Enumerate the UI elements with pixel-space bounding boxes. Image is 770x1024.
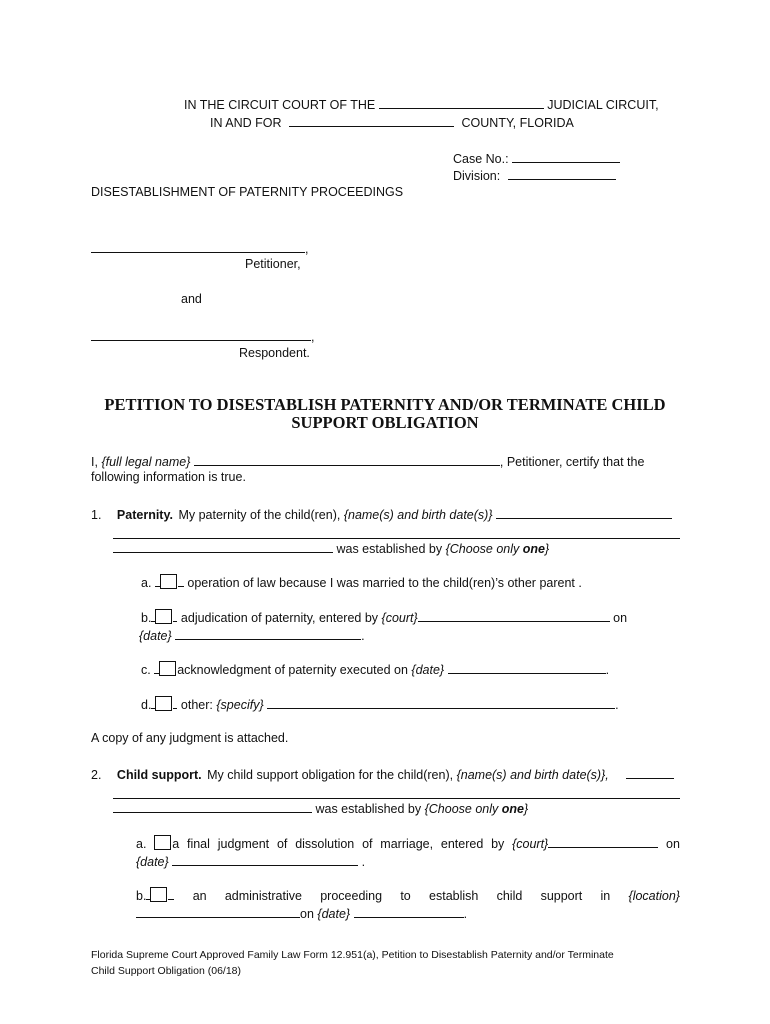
s2-option-b-location-blank[interactable] <box>136 905 300 918</box>
s2-a-word-5: dissolution <box>295 837 355 851</box>
form-footer <box>91 947 691 979</box>
division-label: Division: <box>453 169 501 183</box>
case-no-blank[interactable] <box>512 150 620 163</box>
title-line-1: PETITION TO DISESTABLISH PATERNITY AND/OR TERMINATE CHILD <box>104 395 666 414</box>
section-1-option-d <box>141 696 619 712</box>
section-1-close: } <box>544 542 550 556</box>
s2-option-a-date-blank[interactable] <box>172 853 358 866</box>
option-d-label: d. <box>141 698 152 712</box>
s2-a-word-2: final <box>186 837 210 851</box>
s2-b-word-8: in <box>600 889 611 903</box>
section-1-option-b-line-2 <box>139 627 365 643</box>
section-1-line-1 <box>91 506 672 522</box>
footer-line-2: Child Support Obligation (06/18) <box>91 965 242 977</box>
section-2-number: 2. <box>91 768 102 782</box>
petitioner-blank[interactable] <box>91 240 305 253</box>
option-c-date-blank[interactable] <box>448 661 606 674</box>
respondent-line <box>91 328 314 344</box>
section-2-text: My child support obligation for the child(ren), <box>207 768 454 782</box>
section-1-names-blank[interactable] <box>496 506 672 519</box>
intro-i: I, <box>91 455 98 469</box>
option-d-specify-blank[interactable] <box>267 696 615 709</box>
division-blank[interactable] <box>508 167 616 180</box>
petitioner-line <box>91 240 308 256</box>
judgment-attached: A copy of any judgment is attached. <box>91 731 289 745</box>
option-a-underline-2 <box>178 574 184 587</box>
option-b-court-hint: {court} <box>381 611 418 625</box>
s2-b-word-4: to <box>400 889 411 903</box>
s2-option-a-label: a. <box>136 837 147 851</box>
section-2-option-b-line-2 <box>136 905 467 921</box>
petitioner-label: Petitioner, <box>245 257 301 271</box>
s2-option-a-court-blank[interactable] <box>548 835 658 848</box>
title-line-2: SUPPORT OBLIGATION <box>291 413 479 432</box>
section-1-text: My paternity of the child(ren), <box>178 508 341 522</box>
court-line-1-post: JUDICIAL CIRCUIT, <box>547 98 659 112</box>
section-1-names-hint: {name(s) and birth date(s)} <box>343 508 493 522</box>
option-b-court-blank[interactable] <box>418 609 610 622</box>
petition-title <box>60 396 710 432</box>
s2-b-word-2: administrative <box>224 889 302 903</box>
s2-option-b-on: on <box>300 907 314 921</box>
section-2-line-1 <box>91 766 674 782</box>
option-d-underline-2 <box>173 696 177 709</box>
full-name-hint: {full legal name} <box>101 455 191 469</box>
intro-line-2: following information is true. <box>91 470 246 484</box>
option-b-checkbox[interactable] <box>155 609 172 624</box>
s2-a-word-3: judgment <box>217 837 270 851</box>
court-line-2-post: COUNTY, FLORIDA <box>461 116 574 130</box>
intro-certify: , Petitioner, certify that the <box>499 455 645 469</box>
section-1-one: one <box>522 542 545 556</box>
s2-option-b-date-hint: {date} <box>317 907 351 921</box>
section-1-option-c <box>141 661 609 677</box>
s2-b-word-7: support <box>540 889 583 903</box>
s2-option-b-underline-2 <box>168 887 174 900</box>
s2-option-a-checkbox[interactable] <box>154 835 171 850</box>
option-b-underline-2 <box>173 609 177 622</box>
option-b-date-hint: {date} <box>139 629 172 643</box>
court-line-1-pre: IN THE CIRCUIT COURT OF THE <box>184 98 376 112</box>
option-d-specify-hint: {specify} <box>216 698 264 712</box>
option-d-checkbox[interactable] <box>155 696 172 711</box>
option-b-date-blank[interactable] <box>175 627 361 640</box>
footer-line-1: Florida Supreme Court Approved Family Law Form 12.951(a), Petition to Disestablish Paternity and/or Terminate <box>91 949 614 961</box>
s2-a-word-1: a <box>172 837 180 851</box>
s2-a-word-7: marriage, <box>380 837 434 851</box>
option-c-date-hint: {date} <box>411 663 445 677</box>
section-2-names-blank[interactable] <box>626 766 674 779</box>
s2-option-a-date-hint: {date} <box>136 855 169 869</box>
option-a-text: operation of law because I was married to the child(ren)’s other parent . <box>187 576 582 590</box>
case-no-row <box>453 150 620 166</box>
section-2-option-a-line-2 <box>136 853 365 869</box>
section-2-close: } <box>523 802 529 816</box>
respondent-comma: , <box>311 330 315 344</box>
option-c-label: c. <box>141 663 151 677</box>
court-line-1 <box>184 96 659 112</box>
option-c-checkbox[interactable] <box>159 661 176 676</box>
petitioner-comma: , <box>305 242 309 256</box>
s2-b-word-6: child <box>496 889 523 903</box>
section-1-number: 1. <box>91 508 102 522</box>
option-b-on: on <box>613 611 628 625</box>
section-1-option-b <box>141 609 627 625</box>
full-name-blank[interactable] <box>194 453 500 466</box>
circuit-blank[interactable] <box>379 96 544 109</box>
section-2-heading: Child support. <box>116 768 202 782</box>
section-2-names-blank-2[interactable] <box>113 786 680 799</box>
court-line-2 <box>210 114 574 130</box>
s2-a-word-8: entered <box>440 837 484 851</box>
option-b-period: . <box>361 629 365 643</box>
section-2-option-a <box>136 835 680 851</box>
case-no-label: Case No.: <box>453 152 509 166</box>
intro-line-1 <box>91 453 644 469</box>
section-2-established: was established by <box>315 802 422 816</box>
option-b-label: b. <box>141 611 152 625</box>
respondent-label: Respondent. <box>239 346 310 360</box>
s2-a-word-4: of <box>276 837 288 851</box>
section-2-names-blank-3[interactable] <box>113 800 312 813</box>
s2-b-word-3: proceeding <box>320 889 383 903</box>
proceedings-heading: DISESTABLISHMENT OF PATERNITY PROCEEDINGS <box>91 185 404 199</box>
s2-option-b-checkbox[interactable] <box>150 887 167 902</box>
section-1-names-blank-2[interactable] <box>113 526 680 539</box>
option-d-period: . <box>615 698 619 712</box>
division-row <box>453 167 616 183</box>
option-b-text: adjudication of paternity, entered by <box>180 611 379 625</box>
section-2-choose: {Choose only <box>424 802 499 816</box>
s2-option-b-period: . <box>463 907 468 921</box>
s2-option-b-label: b. <box>136 889 147 903</box>
option-d-text: other: <box>180 698 213 712</box>
s2-a-word-9: by <box>491 837 505 851</box>
section-2-option-b <box>136 887 680 903</box>
county-blank[interactable] <box>289 114 454 127</box>
section-2-line-3 <box>113 800 528 816</box>
option-a-label: a. <box>141 576 152 590</box>
s2-a-word-6: of <box>362 837 373 851</box>
option-c-text: acknowledgment of paternity executed on <box>177 663 408 677</box>
option-a-checkbox[interactable] <box>160 574 177 589</box>
section-1-option-a <box>141 574 582 590</box>
s2-option-a-on: on <box>666 837 680 851</box>
s2-b-word-1: an <box>192 889 207 903</box>
court-line-2-pre: IN AND FOR <box>210 116 282 130</box>
section-1-line-3 <box>113 540 549 556</box>
and-label: and <box>181 292 202 306</box>
s2-option-a-period: . <box>361 855 366 869</box>
section-1-heading: Paternity. <box>116 508 173 522</box>
section-2-one: one <box>501 802 524 816</box>
section-1-names-blank-3[interactable] <box>113 540 333 553</box>
section-2-names-hint: {name(s) and birth date(s)}, <box>456 768 609 782</box>
s2-option-b-location-hint: {location} <box>628 889 680 903</box>
s2-b-word-5: establish <box>429 889 479 903</box>
section-1-choose: {Choose only <box>445 542 520 556</box>
respondent-blank[interactable] <box>91 328 311 341</box>
s2-option-b-date-blank[interactable] <box>354 905 464 918</box>
option-c-period: . <box>605 663 610 677</box>
section-1-established: was established by <box>336 542 443 556</box>
s2-option-a-court-hint: {court} <box>512 837 549 851</box>
